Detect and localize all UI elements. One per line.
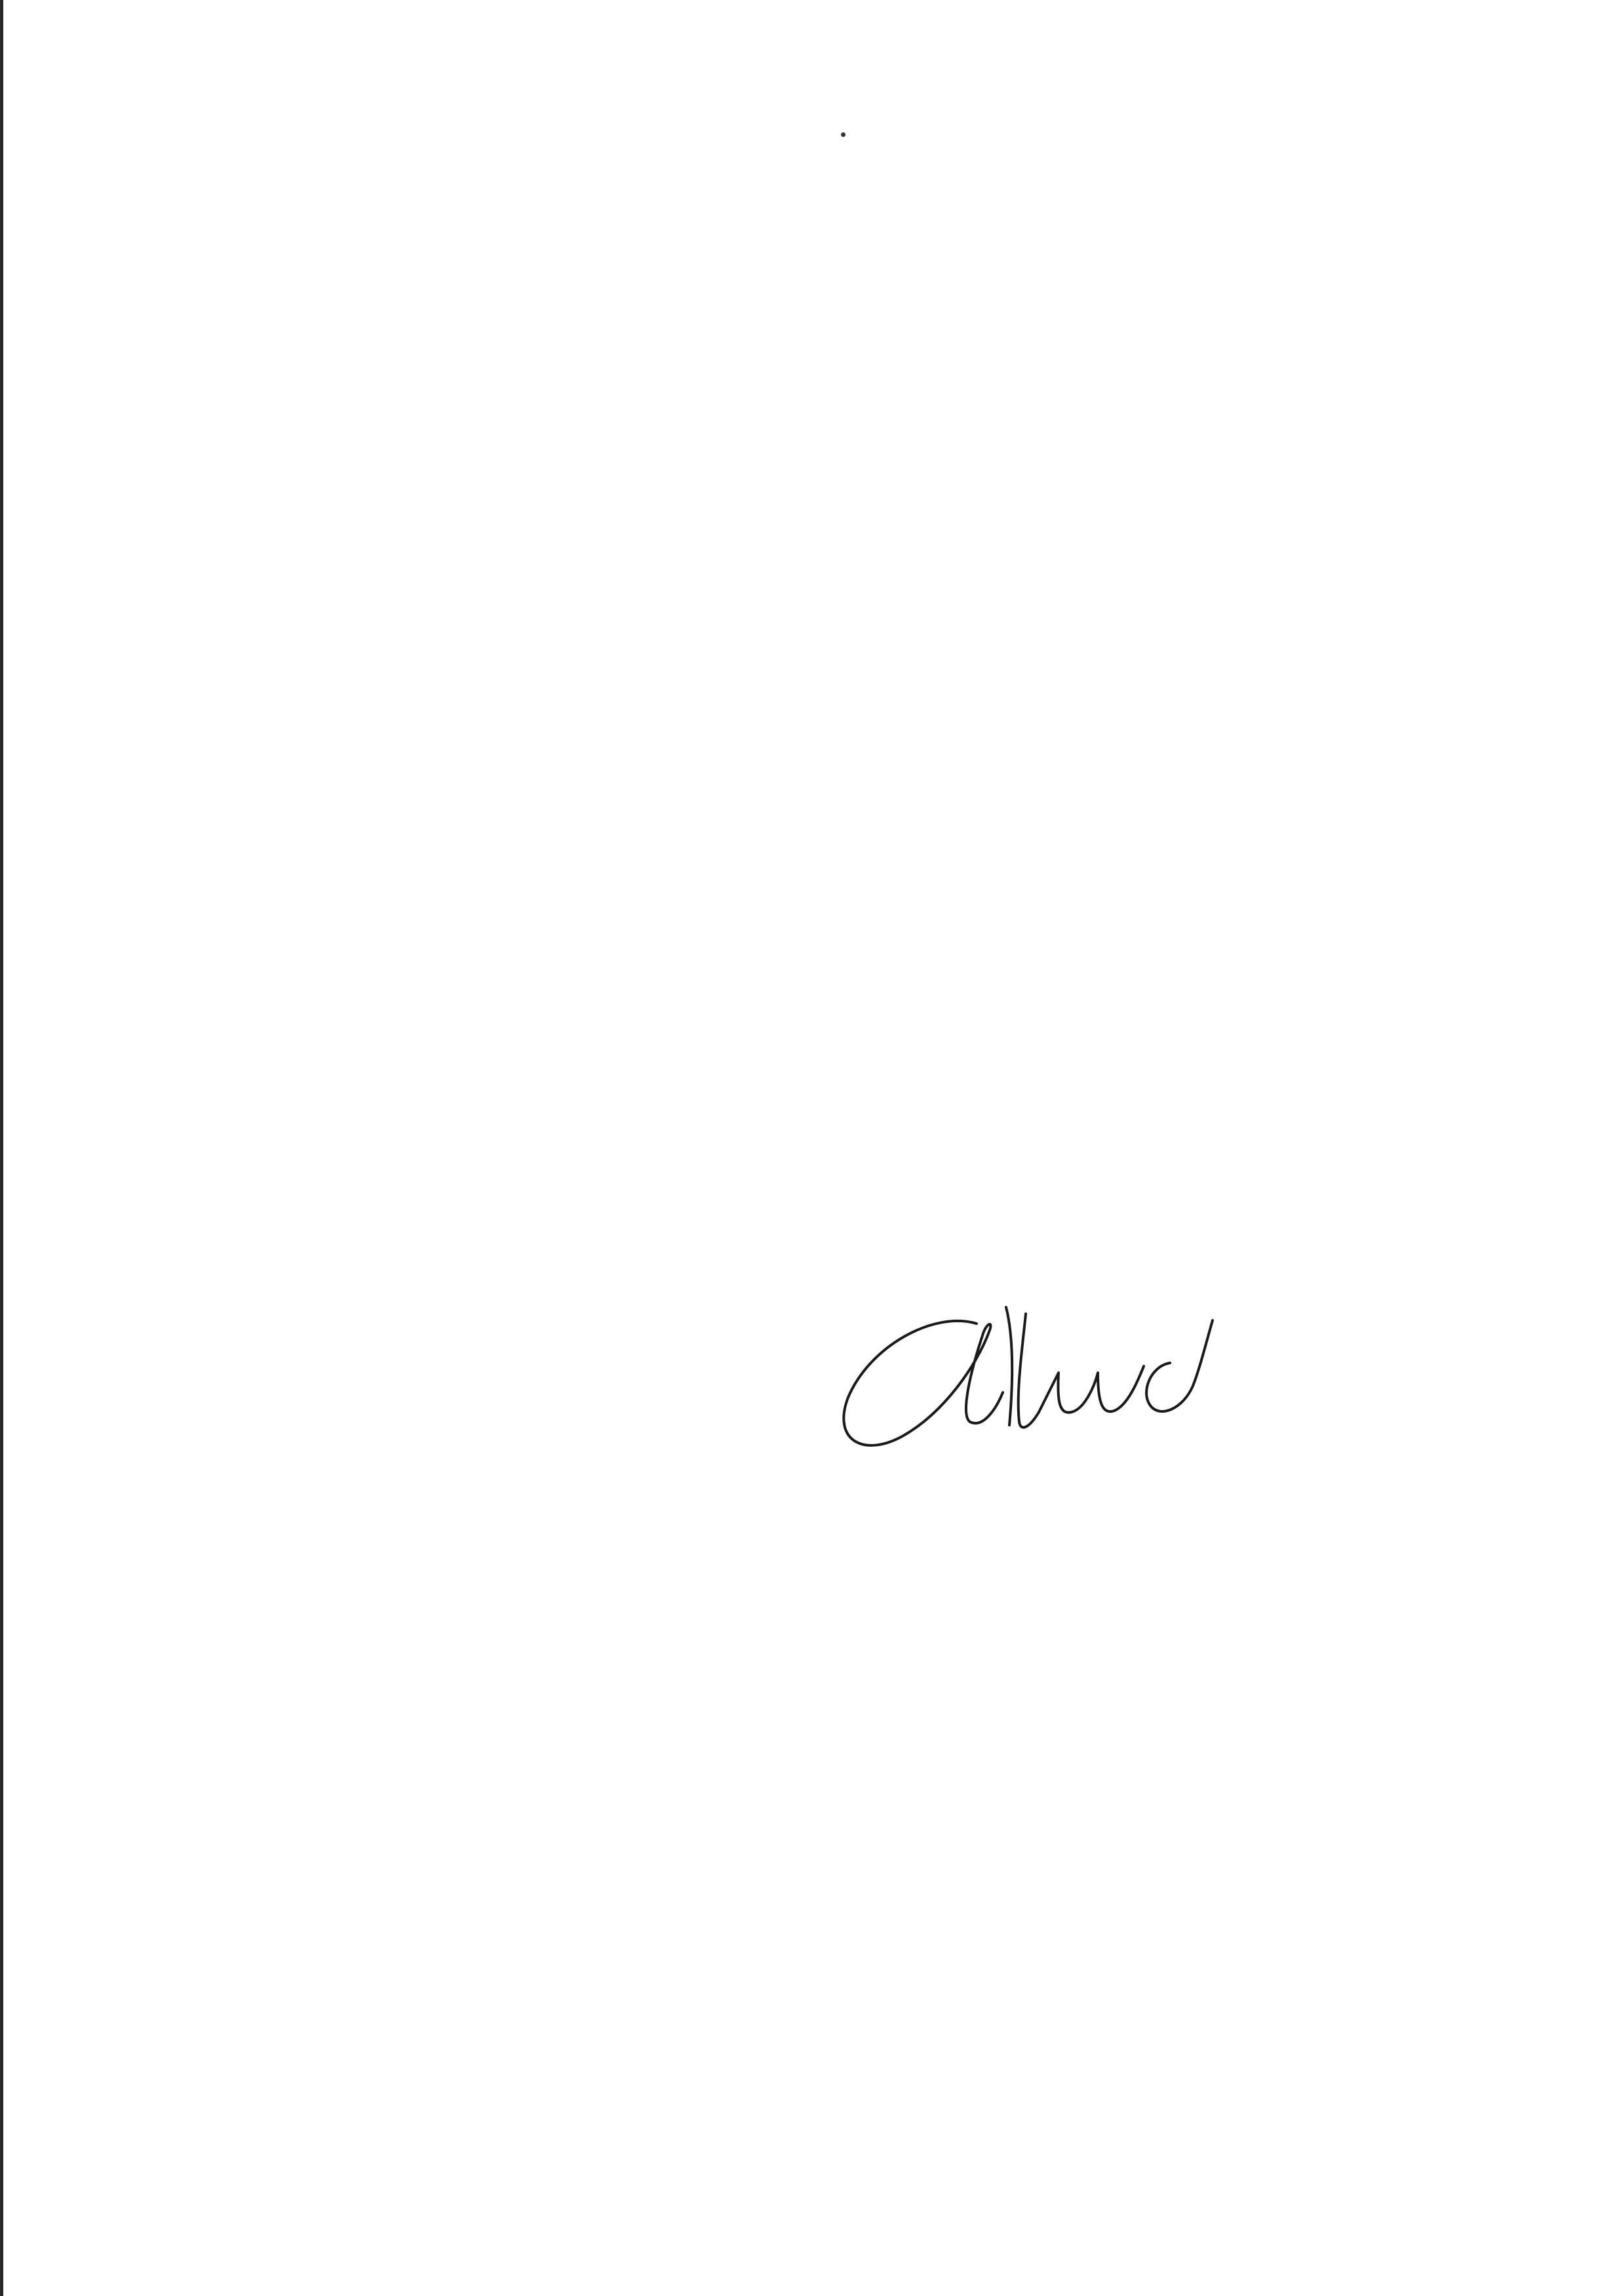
page-left-edge [0, 0, 3, 2296]
handwritten-signature [829, 1294, 1353, 1464]
ink-speck [841, 132, 846, 137]
